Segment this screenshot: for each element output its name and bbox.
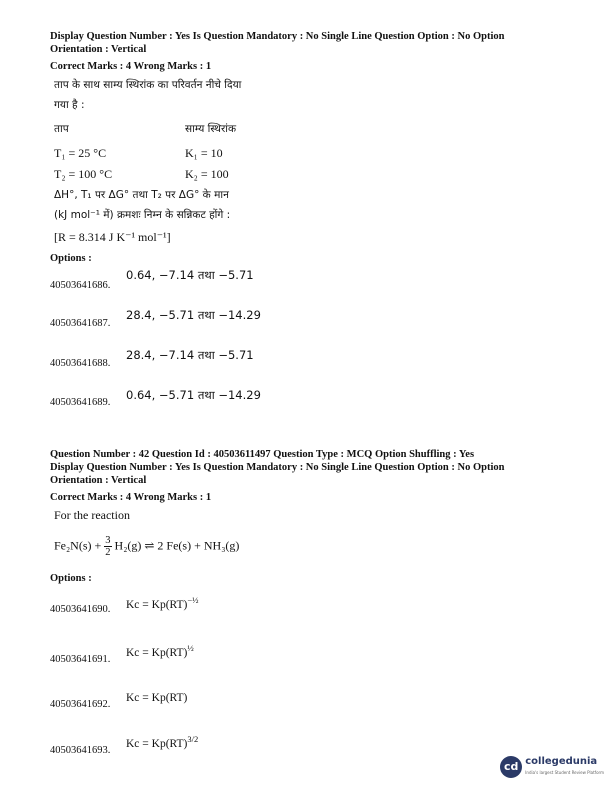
- q42-eq-frac-num: 3: [105, 535, 111, 546]
- q41-col-k: साम्य स्थिरांक: [185, 123, 237, 135]
- q41-option-1-id: 40503641686.: [50, 280, 111, 291]
- q41-stem-line2: गया है :: [54, 99, 85, 111]
- q41-stem-line1: ताप के साथ साम्य स्थिरांक का परिवर्तन नीचे दिया: [54, 79, 242, 91]
- q41-options-label: Options :: [50, 253, 92, 264]
- q42-option-3-text[interactable]: [126, 688, 187, 704]
- q42-option-4-text[interactable]: [126, 734, 198, 750]
- collegedunia-logo: [500, 756, 604, 778]
- q42-options-label: Options :: [50, 573, 92, 584]
- q41-option-2-id: 40503641687.: [50, 318, 111, 329]
- q41-option-2-text[interactable]: 28.4, −5.71 तथा −14.29: [126, 308, 261, 322]
- q42-option-3-base: Kc = Kp(RT): [126, 691, 188, 704]
- q41-option-1-text[interactable]: 0.64, −7.14 तथा −5.71: [126, 268, 254, 282]
- q41-ask-line2: (kJ mol⁻¹ में) क्रमशः निम्न के सन्निकट होंगे :: [54, 209, 231, 221]
- q41-marks: Correct Marks : 4 Wrong Marks : 1: [50, 61, 212, 72]
- q41-constant: [R = 8.314 J K⁻¹ mol⁻¹]: [54, 230, 171, 244]
- q42-option-1-exp: −½: [187, 595, 199, 605]
- q42-option-2-base: Kc = Kp(RT): [126, 646, 188, 659]
- q42-header-line3: Orientation : Vertical: [50, 475, 147, 486]
- q41-ask-line1: ΔH°, T₁ पर ΔG° तथा T₂ पर ΔG° के मान: [54, 189, 229, 201]
- q42-option-2-exp: ½: [187, 643, 194, 653]
- q42-option-4-exp: 3/2: [187, 734, 199, 744]
- q42-option-2-text[interactable]: [126, 643, 194, 659]
- q41-t2: T₂ = 100 °C: [54, 167, 113, 181]
- logo-name: collegedunia: [525, 756, 598, 767]
- q42-eq-frac-den: 2: [105, 547, 111, 558]
- q42-eq-right: H₂(g) ⇌ 2 Fe(s) + NH₃(g): [114, 538, 240, 553]
- q41-option-4-text[interactable]: 0.64, −5.71 तथा −14.29: [126, 388, 261, 402]
- q42-option-4-base: Kc = Kp(RT): [126, 737, 188, 750]
- q41-option-4-id: 40503641689.: [50, 397, 111, 408]
- logo-text: [525, 756, 604, 778]
- q41-k2: K₂ = 100: [185, 167, 229, 181]
- q42-eq-left: Fe₂N(s) +: [54, 538, 102, 553]
- q42-stem: For the reaction: [54, 508, 130, 522]
- q42-eq-fraction: [104, 535, 111, 558]
- q41-meta-line1: Display Question Number : Yes Is Question Mandatory : No Single Line Question Option : No Option: [50, 31, 505, 42]
- q41-meta-line2: Orientation : Vertical: [50, 44, 147, 55]
- q41-option-3-id: 40503641688.: [50, 358, 111, 369]
- q42-option-3-id: 40503641692.: [50, 699, 111, 710]
- q41-option-3-text[interactable]: 28.4, −7.14 तथा −5.71: [126, 348, 254, 362]
- q42-equation: [54, 535, 239, 558]
- logo-tagline: India's largest Student Review Platform: [525, 770, 604, 775]
- q42-option-2-id: 40503641691.: [50, 654, 111, 665]
- logo-badge-icon: cd: [500, 756, 522, 778]
- q42-option-1-text[interactable]: [126, 595, 199, 611]
- q42-header-line1: Question Number : 42 Question Id : 40503611497 Question Type : MCQ Option Shuffling : Yes: [50, 449, 475, 460]
- q42-option-4-id: 40503641693.: [50, 745, 111, 756]
- q41-t1: T₁ = 25 °C: [54, 146, 107, 160]
- q42-marks: Correct Marks : 4 Wrong Marks : 1: [50, 492, 212, 503]
- q41-col-temp: ताप: [54, 123, 69, 135]
- q42-option-1-base: Kc = Kp(RT): [126, 598, 188, 611]
- q42-header-line2: Display Question Number : Yes Is Question Mandatory : No Single Line Question Option : No Option: [50, 462, 505, 473]
- q42-option-1-id: 40503641690.: [50, 604, 111, 615]
- q41-k1: K₁ = 10: [185, 146, 223, 160]
